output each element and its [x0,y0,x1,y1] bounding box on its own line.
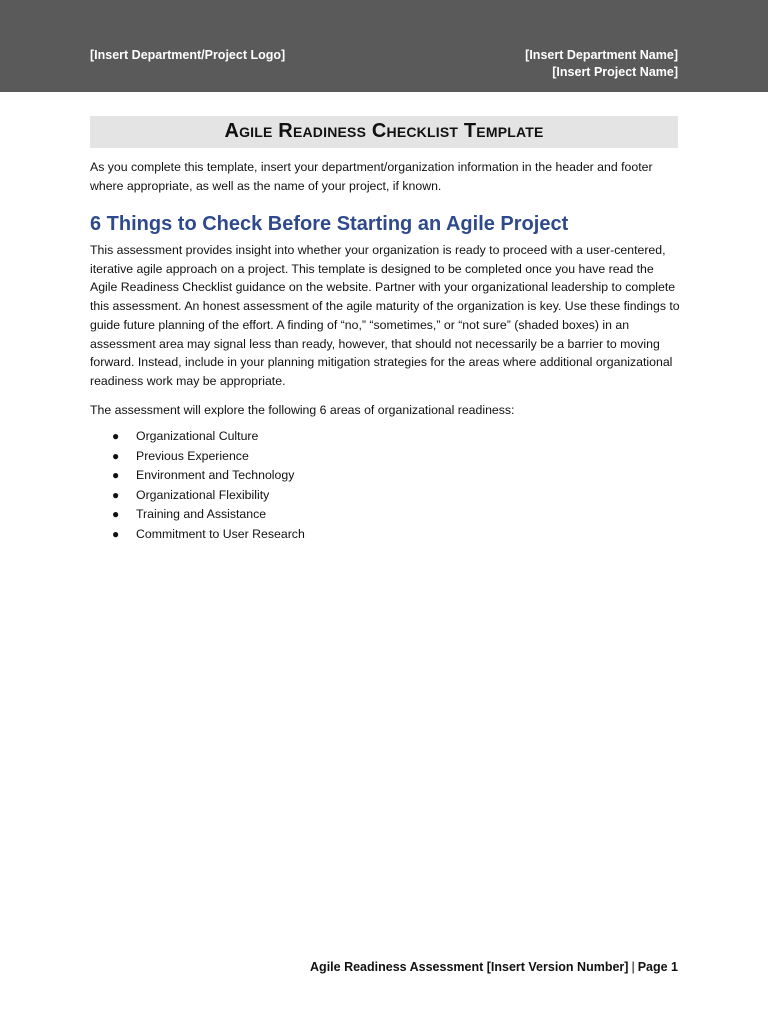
areas-intro: The assessment will explore the following 6 areas of organizational readiness: [90,402,515,417]
page-header [0,0,768,92]
footer-separator: | [631,960,635,974]
bullet-icon: ● [112,448,120,463]
list-item [90,505,680,525]
list-item [90,427,680,447]
intro-paragraph: As you complete this template, insert your department/organization information in the header and footer where appropriate, as well as the name of your project, if known. [90,160,653,193]
document-title: Agile Readiness Checklist Template [224,120,544,142]
bullet-icon: ● [112,487,120,502]
list-item-label: Organizational Flexibility [136,487,270,502]
bullet-icon: ● [112,468,120,483]
document-body [90,158,680,544]
list-item [90,447,680,467]
list-item-label: Commitment to User Research [136,526,305,541]
list-item [90,466,680,486]
list-item-label: Organizational Culture [136,429,259,444]
header-names [525,47,678,81]
bullet-icon: ● [112,429,120,444]
footer-label: Agile Readiness Assessment [Insert Version Number] [310,960,629,974]
page-footer [310,960,678,974]
project-name: [Insert Project Name] [552,65,678,79]
list-item-label: Environment and Technology [136,468,295,483]
section-heading: 6 Things to Check Before Starting an Agile Project [90,213,569,235]
list-item-label: Training and Assistance [136,507,267,522]
department-name: [Insert Department Name] [525,48,678,62]
assessment-description: This assessment provides insight into whether your organization is ready to proceed with a user-centered, iterative agile approach on a project. This template is designed to be completed once you have read the Agile Readiness Checklist guidance on the website. Partner with your organizational leadership to complete this assessment. An honest assessment of the agile maturity of the organization is key. Use these findings to guide future planning of the effort. A finding of “no,” “sometimes,” or “not sure” (shaded boxes) in an assessment area may signal less than ready, however, that should not necessarily be a barrier to moving forward. Instead, include in your planning mitigation strategies for the areas where additional organizational readiness work may be appropriate. [90,243,680,388]
page-number: Page 1 [637,960,678,974]
list-item [90,525,680,545]
logo-placeholder: [Insert Department/Project Logo] [90,48,286,62]
list-item-label: Previous Experience [136,448,249,463]
readiness-areas-list [90,427,680,544]
bullet-icon: ● [112,526,120,541]
title-bar [90,116,678,148]
bullet-icon: ● [112,507,120,522]
list-item [90,486,680,506]
